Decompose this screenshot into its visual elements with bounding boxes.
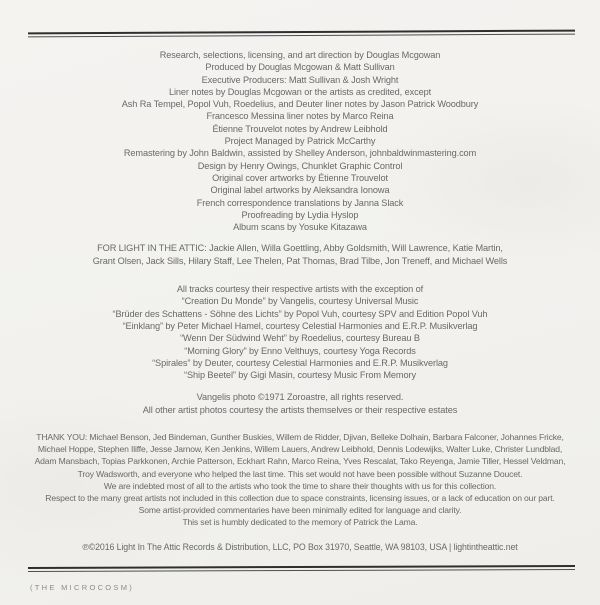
track-courtesy-line: “Wenn Der Südwind Weht” by Roedelius, courtesy Bureau B — [180, 333, 420, 344]
photo-credit-line: Vangelis photo ©1971 Zoroastre, all rights reserved. — [196, 392, 404, 403]
photo-credits-section — [0, 391, 600, 416]
credit-line: Étienne Trouvelot notes by Andrew Leibhold — [212, 123, 388, 134]
credit-line: Produced by Douglas Mcgowan & Matt Sullivan — [205, 62, 395, 73]
track-courtesy-section — [0, 283, 600, 381]
thank-you-line: Respect to the many great artists not included in this collection due to space constraints, licensing issues, or a lack of education on our part. — [45, 493, 555, 504]
label-team-section — [0, 242, 600, 267]
thank-you-line: Adam Mansbach, Topias Parkkonen, Archie Patterson, Eckhart Rahn, Marco Reina, Yves Rescalat, Tako Reyenga, Jamie Tiller, Hessel Veldman, — [34, 456, 566, 467]
collection-title-label: (THE MICROCOSM) — [30, 583, 135, 592]
credit-line: Ash Ra Tempel, Popol Vuh, Roedelius, and Deuter liner notes by Jason Patrick Woodbury — [121, 99, 479, 110]
credits-text-column — [0, 49, 600, 553]
top-rule — [28, 30, 575, 38]
track-courtesy-line: “Ship Beetel” by Gigi Masin, courtesy Music From Memory — [184, 370, 416, 381]
credit-line: Proofreading by Lydia Hyslop — [241, 209, 359, 220]
thank-you-line: Troy Wadsworth, and everyone who helped the last time. This set would not have been possible without Suzanne Doucet. — [77, 468, 523, 479]
credit-line: Album scans by Yosuke Kitazawa — [233, 222, 367, 233]
track-courtesy-line: “Einklang” by Peter Michael Hamel, courtesy Celestial Harmonies and E.R.P. Musikverlag — [122, 320, 478, 331]
bottom-rule — [28, 565, 575, 572]
thank-you-line: We are indebted most of all to the artists who took the time to share their thoughts with us for this collection. — [103, 480, 497, 491]
thank-you-line: This set is humbly dedicated to the memory of Patrick the Lama. — [182, 517, 418, 528]
credit-line: Liner notes by Douglas Mcgowan or the artists as credited, except — [168, 86, 432, 97]
credit-line: Francesco Messina liner notes by Marco Reina — [206, 111, 394, 122]
credit-line: Executive Producers: Matt Sullivan & Josh Wright — [201, 74, 399, 85]
thank-you-line: Some artist-provided commentaries have been minimally edited for language and clarity. — [138, 505, 462, 516]
credit-line: Project Managed by Patrick McCarthy — [224, 136, 376, 147]
credit-line: French correspondence translations by Janna Slack — [196, 197, 404, 208]
copyright-line: ℗©2016 Light In The Attic Records & Distribution, LLC, PO Box 31970, Seattle, WA 98103, USA | lightintheattic.net — [82, 541, 518, 552]
thank-you-line: Michael Hoppe, Stephen Iliffe, Jesse Jarnow, Ken Jenkins, Willem Lauers, Andrew Leibhold, Dennis Lodewijks, Walter Luke, Christer Lundblad, — [37, 444, 563, 455]
track-courtesy-line: “Creation Du Monde” by Vangelis, courtesy Universal Music — [181, 296, 419, 307]
credit-line: Research, selections, licensing, and art direction by Douglas Mcgowan — [159, 50, 441, 60]
photo-credit-line: All other artist photos courtesy the artists themselves or their respective estates — [142, 404, 458, 415]
label-team-line: Grant Olsen, Jack Sills, Hilary Staff, Lee Thelen, Pat Thomas, Brad Tilbe, Jon Treneff, and Michael Wells — [92, 255, 508, 266]
credit-line: Original label artworks by Aleksandra Ionowa — [210, 185, 390, 196]
label-team-line: FOR LIGHT IN THE ATTIC: Jackie Allen, Willa Goettling, Abby Goldsmith, Will Lawrence, Katie Martin, — [97, 243, 503, 254]
credit-line: Original cover artworks by Étienne Trouvelot — [212, 172, 388, 183]
track-courtesy-line: “Morning Glory” by Enno Velthuys, courtesy Yoga Records — [184, 345, 416, 356]
track-courtesy-line: “Brüder des Schattens - Söhne des Lichts” by Popol Vuh, courtesy SPV and Edition Popol Vuh — [112, 308, 488, 319]
production-credits-section — [0, 49, 600, 233]
track-courtesy-line: All tracks courtesy their respective artists with the exception of — [176, 284, 424, 295]
credit-line: Remastering by John Baldwin, assisted by Shelley Anderson, johnbaldwinmastering.com — [123, 148, 477, 159]
credit-line: Design by Henry Owings, Chunklet Graphic Control — [197, 160, 403, 171]
thank-you-line: THANK YOU: Michael Benson, Jed Bindeman, Gunther Buskies, Willem de Ridder, Djivan, Belleke Dolhain, Barbara Falconer, Johannes Fricke, — [36, 432, 564, 443]
thank-you-section — [0, 431, 600, 529]
track-courtesy-line: “Spirales” by Deuter, courtesy Celestial Harmonies and E.R.P. Musikverlag — [152, 357, 448, 368]
